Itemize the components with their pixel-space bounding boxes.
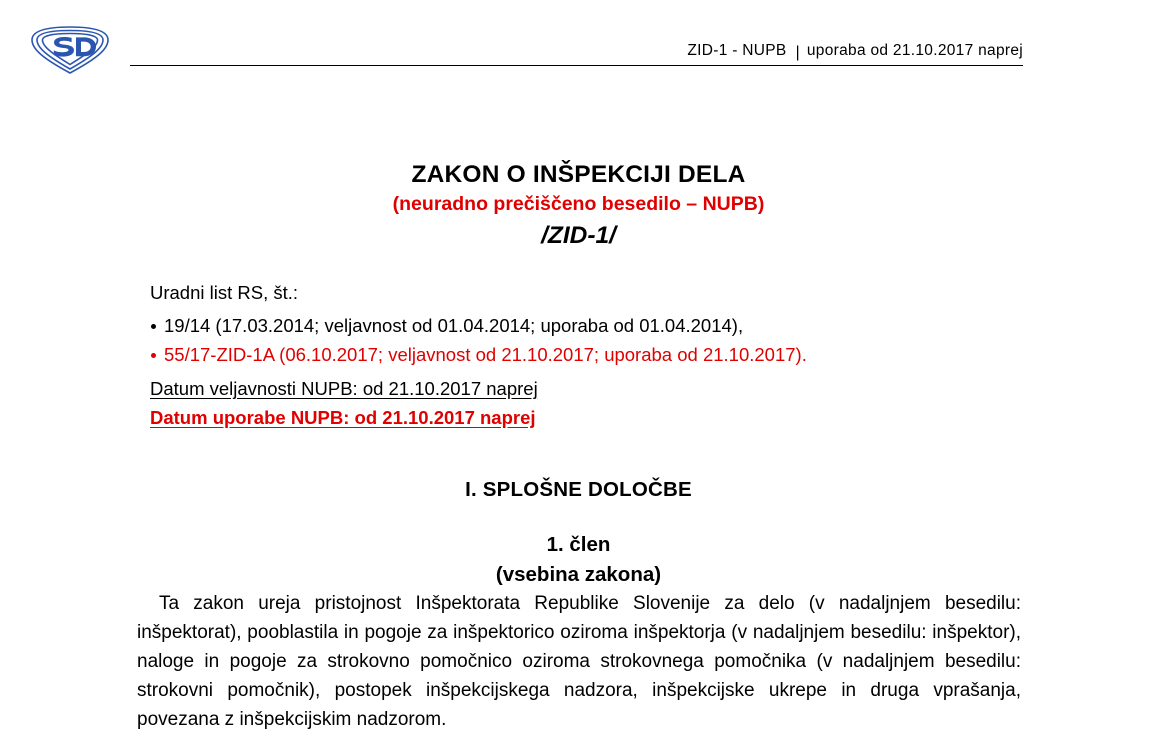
title-block [0, 160, 1157, 251]
page-title-code: /ZID-1/ [541, 221, 616, 249]
article-paragraph: Ta zakon ureja pristojnost Inšpektorata Republike Slovenije za delo (v nadaljnjem besedilu: inšpektorat), pooblastila in pogoje za inšpektorico oziroma inšpektorja (v nadaljnjem besedilu: inšpektor), naloge in pogoje za strokovno pomočnico oziroma strokovnega pomočnika (v nadaljnjem besedilu: strokovni pomočnik), postopek inšpekcijskega nadzora, inšpekcijske ukrepe in druga vprašanja, povezana z inšpekcijskim nadzorom. [137, 593, 1021, 730]
gazette-lead: Uradni list RS, št.: [150, 282, 299, 303]
usage-date: Datum uporabe NUPB: od 21.10.2017 naprej [150, 406, 536, 428]
validity-date-row [150, 375, 1050, 404]
header-separator: | [795, 44, 800, 61]
header-doc-info [130, 42, 1023, 60]
article-title: (vsebina zakona) [495, 563, 662, 586]
validity-date: Datum veljavnosti NUPB: od 21.10.2017 naprej [150, 378, 538, 399]
header-divider [130, 65, 1023, 66]
document-header [0, 22, 1157, 82]
page-subtitle: (neuradno prečiščeno besedilo – NUPB) [392, 193, 765, 216]
usage-date-row [150, 404, 1050, 433]
gazette-block [150, 280, 1050, 370]
page-title: ZAKON O INŠPEKCIJI DELA [411, 161, 746, 188]
dates-block [150, 375, 1050, 432]
header-doc-code: ZID-1 - NUPB [687, 42, 787, 59]
header-usage-note: uporaba od 21.10.2017 naprej [806, 42, 1023, 59]
gazette-entry: 19/14 (17.03.2014; veljavnost od 01.04.2014; uporaba od 01.04.2014), [150, 313, 1050, 340]
sd-emblem-logo-icon [24, 24, 116, 76]
article-number: 1. člen [546, 533, 611, 556]
gazette-entry: 55/17-ZID-1A (06.10.2017; veljavnost od 21.10.2017; uporaba od 21.10.2017). [150, 342, 1050, 369]
section-heading: I. SPLOŠNE DOLOČBE [465, 478, 692, 501]
